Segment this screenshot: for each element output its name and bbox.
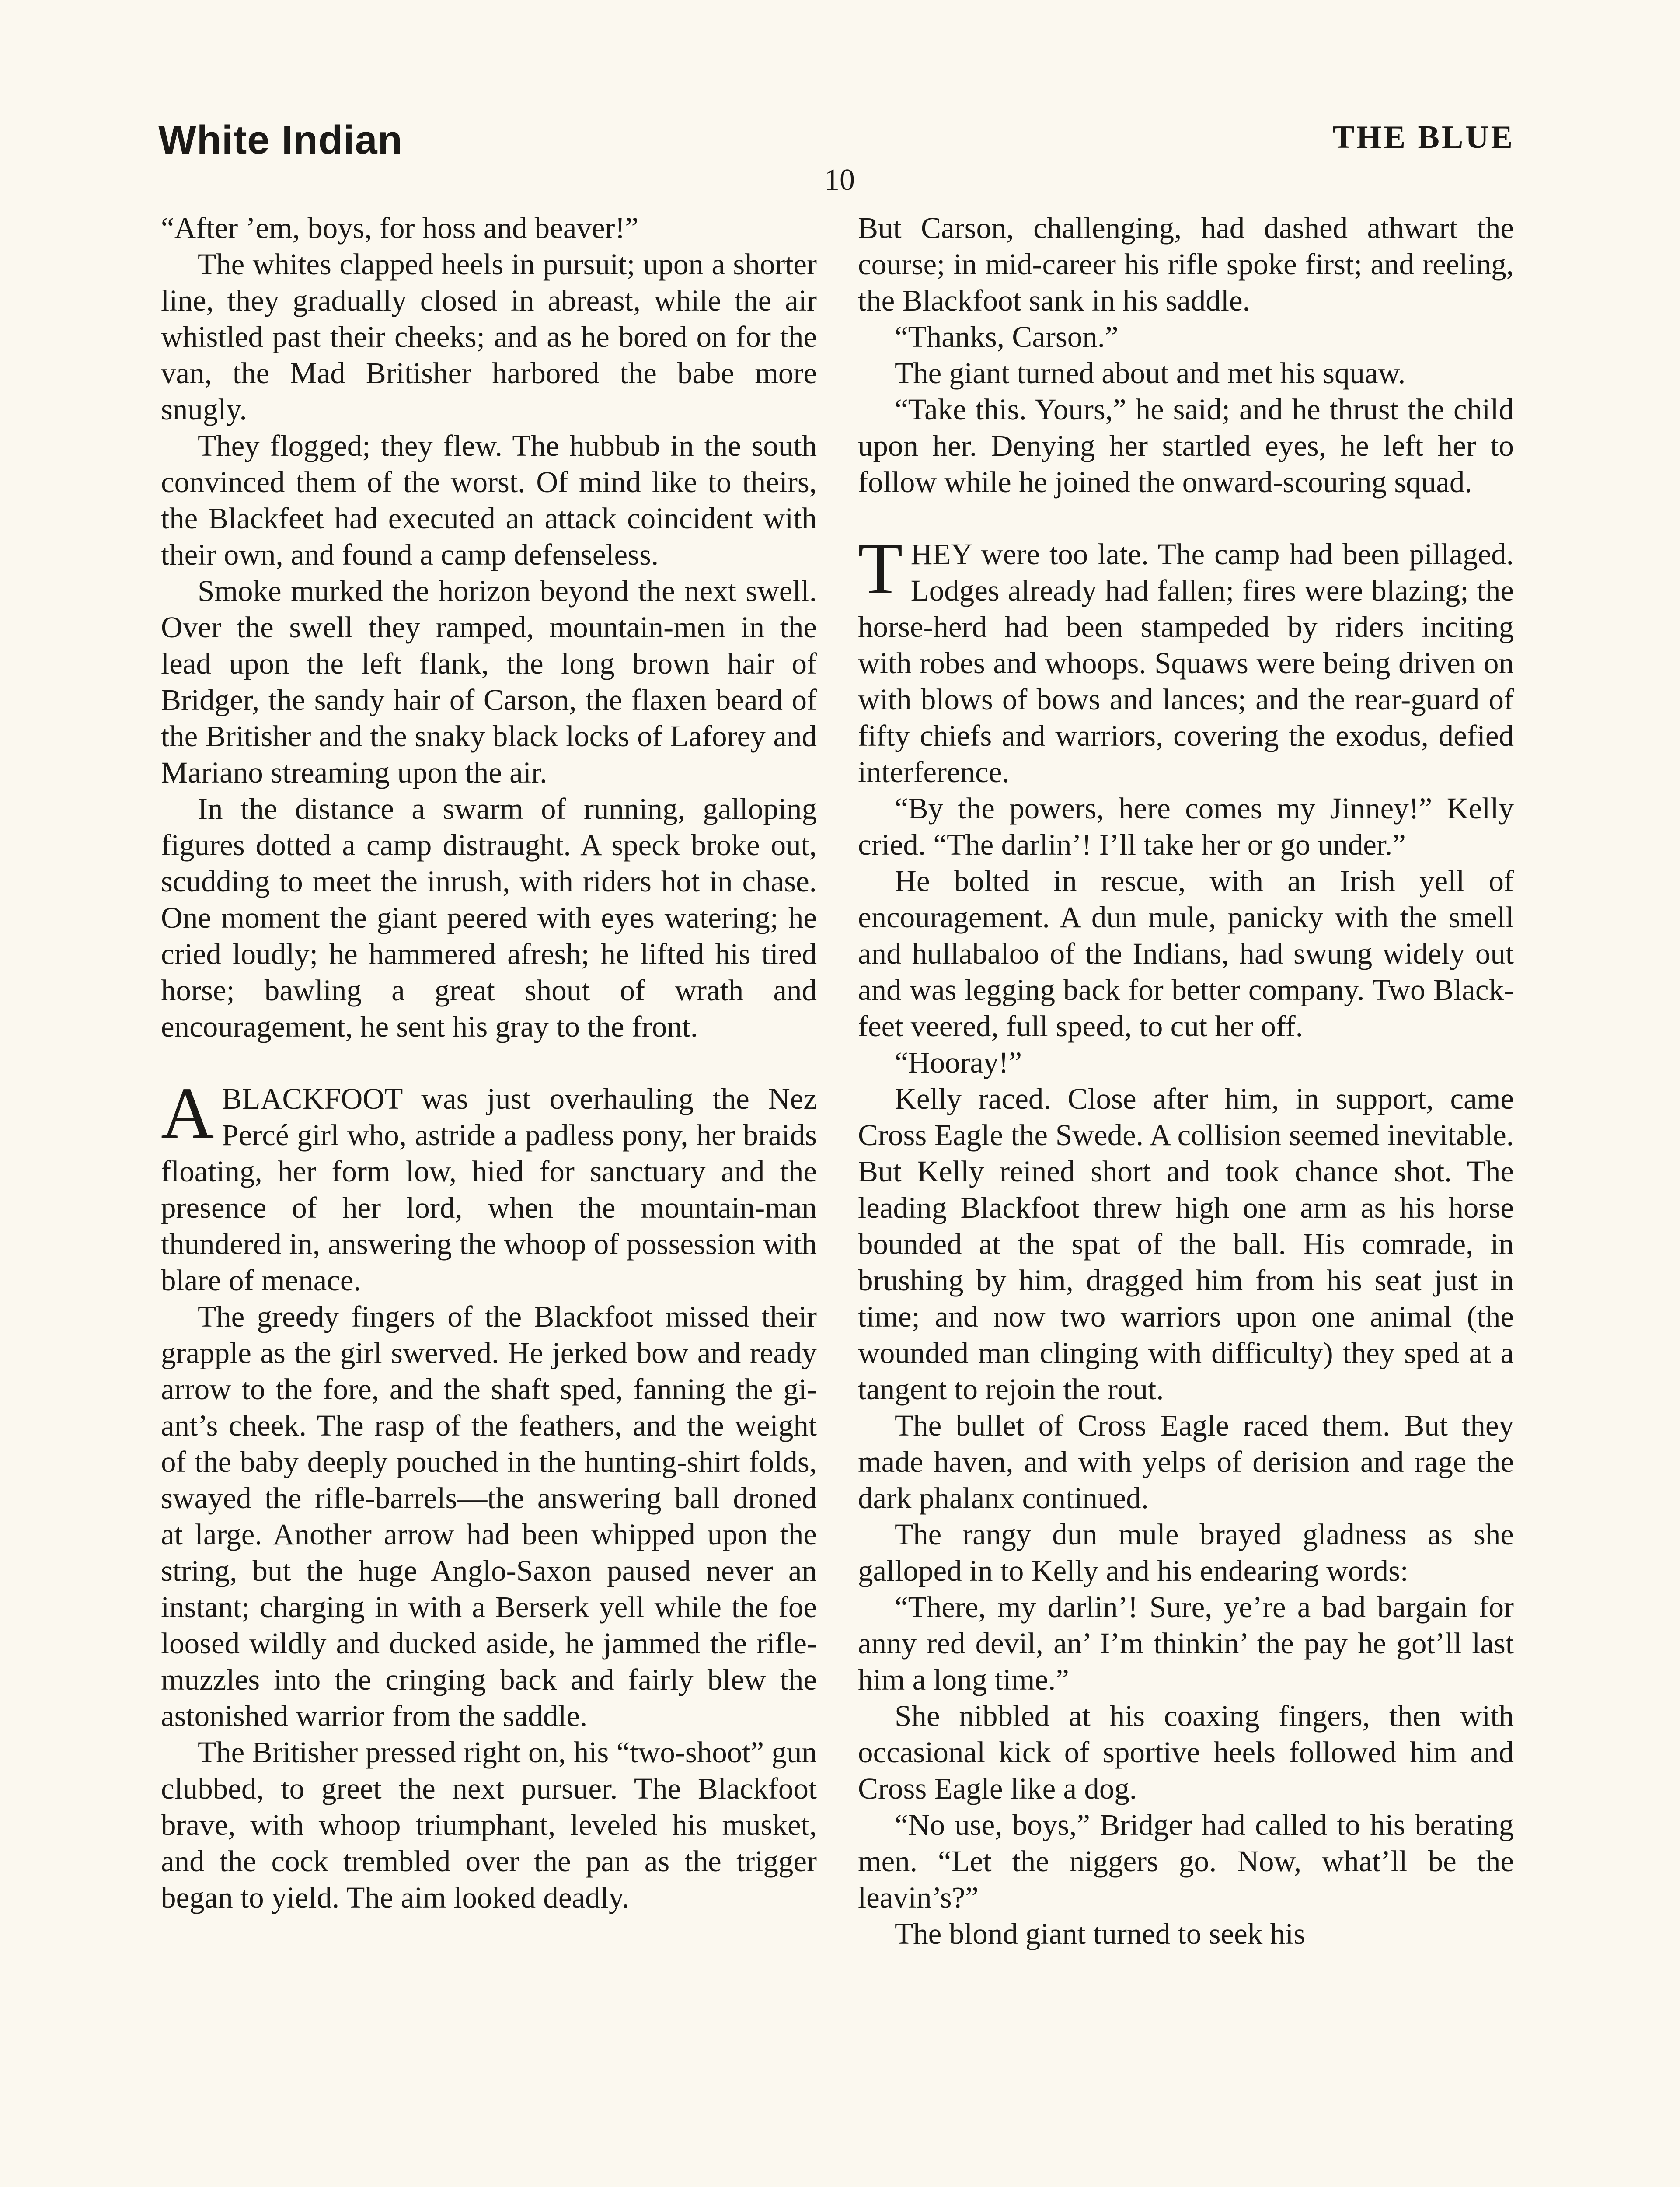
paragraph: Kelly raced. Close after him, in support, came Cross Eagle the Swede. A collision seemed inevitable. But Kelly reined short and took chance shot. The leading Blackfoot threw high one arm as his horse bounded at the spat of the ball. His comrade, in brushing by him, dragged him from his seat just in time; and now two warriors upon one animal (the wounded man clinging with difficulty) they sped at a tangent to rejoin the rout. [858,1082,1514,1406]
running-header-left: White Indian [158,118,403,162]
paragraph: The Britisher pressed right on, his “two-shoot” gun clubbed, to greet the next pursuer. The Blackfoot brave, with whoop triumphant, leveled his musket, and the cock trembled over the pan as the trigger began to yield. The aim looked deadly. [161,1736,817,1914]
paragraph: Smoke murked the horizon beyond the next swell. Over the swell they ramped, mountain-men in the lead upon the left flank, the long brown hair of Bridger, the sandy hair of Carson, the flaxen beard of the Britisher and the snaky black locks of Laforey and Mariano streaming upon the air. [161,574,817,789]
paragraph: The rangy dun mule brayed gladness as she galloped in to Kelly and his endearing words: [858,1518,1514,1587]
running-header-right: THE BLUE [1332,119,1515,155]
section-opening-paragraph [858,528,1514,790]
paragraph: The greedy fingers of the Blackfoot missed their grapple as the girl swerved. He jerked bow and ready arrow to the fore, and the shaft sped, fanning the giant’s cheek. The rasp of the feathers, and the weight of the baby deeply pouched in the hunting-shirt folds, swayed the rifle-barrels—the answering ball droned at large. Another arrow had been whipped upon the string, but the huge Anglo-Saxon paused never an instant; charging in with a Berserk yell while the foe loosed wildly and ducked aside, he jammed the rifle-muzzles into the cringing back and fairly blew the astonished warrior from the saddle. [161,1300,817,1733]
paragraph: “Thanks, Carson.” [895,320,1119,353]
paragraph: He bolted in rescue, with an Irish yell of encouragement. A dun mule, panicky with the smell and hullabaloo of the Indians, had swung widely out and was legging back for better company. Two Blackfeet veered, full speed, to cut her off. [858,864,1514,1043]
paragraph: The whites clapped heels in pursuit; upon a shorter line, they gradually closed in abreast, while the air whistled past their cheeks; and as he bored on for the van, the Mad Britisher harbored the babe more snugly. [161,248,817,426]
paragraph: “Hooray!” [895,1046,1022,1079]
drop-cap: T [858,528,903,609]
paragraph: The blond giant turned to seek his [895,1917,1305,1950]
drop-cap: A [161,1073,214,1154]
paragraph: “There, my darlin’! Sure, ye’re a bad bargain for anny red devil, an’ I’m thinkin’ the pay he got’ll last him a long time.” [858,1590,1514,1696]
paragraph: She nibbled at his coaxing fingers, then with occasional kick of sportive heels followed him and Cross Eagle like a dog. [858,1699,1514,1805]
page-number: 10 [824,163,855,197]
section-opening-text: HEY were too late. The camp had been pillaged. Lodges already had fallen; fires were blazing; the horse-herd had been stampeded by riders inciting with robes and whoops. Squaws were being driven on with blows of bows and lances; and the rear-guard of fifty chiefs and warriors, covering the exodus, defied interference. [858,538,1514,789]
paragraph: The giant turned about and met his squaw. [895,356,1406,390]
paragraph: But Carson, challenging, had dashed athwart the course; in mid-career his rifle spoke first; and reeling, the Blackfoot sank in his saddle. [858,211,1514,317]
paragraph: In the distance a swarm of running, galloping figures dotted a camp distraught. A speck broke out, scudding to meet the inrush, with riders hot in chase. One moment the giant peered with eyes watering; he cried loudly; he hammered afresh; he lifted his tired horse; bawling a great shout of wrath and encouragement, he sent his gray to the front. [161,792,817,1043]
section-break [161,1073,817,1916]
paragraph: The bullet of Cross Eagle raced them. But they made haven, and with yelps of derision and rage the dark phalanx continued. [858,1409,1514,1515]
section-opening-paragraph [161,1073,817,1299]
section-opening-text: BLACKFOOT was just overhauling the Nez Percé girl who, astride a padless pony, her braids floating, her form low, hied for sanctuary and the presence of her lord, when the mountain-man thundered in, answering the whoop of possession with blare of menace. [161,1082,817,1297]
paragraph: “Take this. Yours,” he said; and he thrust the child upon her. Denying her startled eyes, he left her to follow while he joined the onward-scouring squad. [858,393,1514,499]
right-column [858,210,1514,1952]
paragraph: They flogged; they flew. The hubbub in the south convinced them of the worst. Of mind like to theirs, the Blackfeet had executed an attack coincident with their own, and found a camp defenseless. [161,429,817,571]
paragraph: “After ’em, boys, for hoss and beaver!” [161,211,639,245]
paragraph: “No use, boys,” Bridger had called to his berating men. “Let the niggers go. Now, what’ll be the leavin’s?” [858,1808,1514,1914]
left-column [161,210,817,1916]
paragraph: “By the powers, here comes my Jinney!” Kelly cried. “The darlin’! I’ll take her or go under.” [858,792,1514,861]
section-break [858,528,1514,1952]
